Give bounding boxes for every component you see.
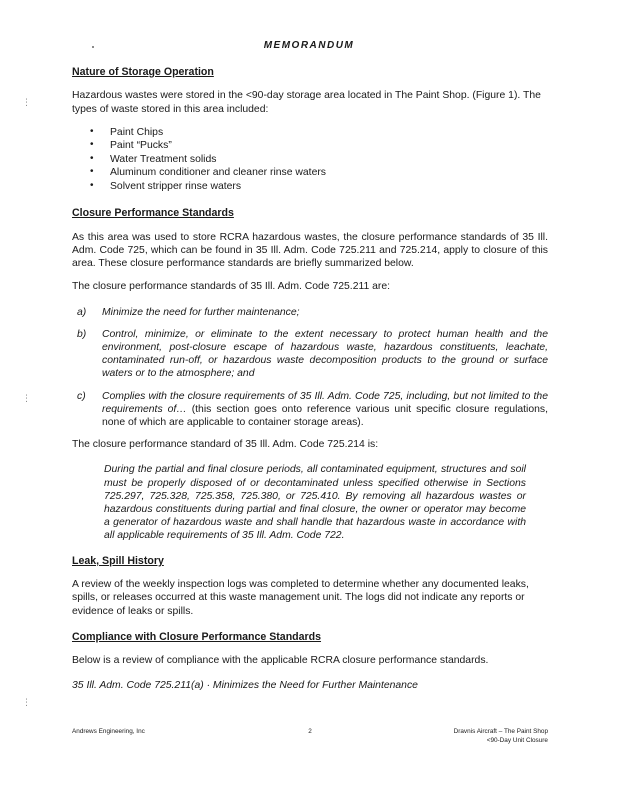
standard-text: Complies with the closure requirements of 35 Ill. Adm. Code 725, including, but not limited to the requirements of… bbox=[102, 390, 548, 415]
list-item: • Water Treatment solids bbox=[72, 153, 548, 167]
memo-body bbox=[72, 66, 548, 693]
nature-heading: Nature of Storage Operation bbox=[72, 66, 214, 78]
standard-letter: b) bbox=[77, 328, 87, 340]
standard-item bbox=[72, 328, 548, 381]
footer-project-line-1: Dravnis Aircraft – The Paint Shop bbox=[453, 728, 548, 735]
memo-header: MEMORANDUM bbox=[263, 40, 355, 51]
standard-letter: a) bbox=[77, 306, 87, 318]
standard-item bbox=[72, 306, 548, 319]
standard-body bbox=[102, 390, 548, 430]
closure-heading: Closure Performance Standards bbox=[72, 207, 234, 220]
leak-heading: Leak, Spill History bbox=[72, 554, 164, 567]
footer-company: Andrews Engineering, Inc bbox=[72, 728, 145, 735]
list-item: • Solvent stripper rinse waters bbox=[72, 180, 548, 194]
standard-text: Minimize the need for further maintenance; bbox=[102, 306, 300, 318]
regulation-quote: During the partial and final closure periods, all contaminated equipment, structures and soil must be properly disposed of or decontaminated unless specified otherwise in Sections 725.297, 725.328, 725.358, 725.380, or 725.410. By removing all hazardous wastes or hazardous constituents during partial and final closure, the owner or operator may become a generator of hazardous waste and shall handle that hazardous waste in accordance with all applicable requirements of 35 Ill. Adm. Code 722. bbox=[104, 464, 526, 542]
closure-para-2: The closure performance standards of 35 Ill. Adm. Code 725.211 are: bbox=[72, 281, 391, 293]
standard-text: Control, minimize, or eliminate to the extent necessary to protect human health and the environment, post-closure escape of hazardous waste, hazardous constituents, leachate, contaminated run-off, or hazardous waste decomposition products to the ground or surface waters or to the atmosphere; and bbox=[102, 328, 548, 380]
footer-project bbox=[454, 728, 548, 745]
footer-project-line-2: <90-Day Unit Closure bbox=[486, 736, 548, 744]
list-item: • Paint Chips bbox=[72, 126, 548, 140]
scan-mark: ⋮ bbox=[22, 697, 31, 707]
compliance-text: Below is a review of compliance with the applicable RCRA closure performance standards. bbox=[72, 655, 489, 667]
compliance-citation: 35 Ill. Adm. Code 725.211(a) · Minimizes the Need for Further Maintenance bbox=[72, 680, 418, 692]
scan-mark: ⋮ bbox=[22, 393, 31, 403]
list-item: • Aluminum conditioner and cleaner rinse waters bbox=[72, 166, 548, 180]
standard-body bbox=[102, 328, 548, 381]
waste-type-list bbox=[72, 126, 548, 194]
closure-para-3: The closure performance standard of 35 Ill. Adm. Code 725.214 is: bbox=[72, 439, 379, 451]
list-item: • Paint “Pucks” bbox=[72, 139, 548, 153]
scan-mark: ⋮ bbox=[22, 97, 31, 107]
standard-item bbox=[72, 390, 548, 430]
standard-body bbox=[102, 306, 548, 319]
compliance-heading: Compliance with Closure Performance Standards bbox=[72, 630, 322, 643]
page-number: 2 bbox=[308, 728, 312, 735]
standard-letter: c) bbox=[77, 390, 86, 402]
standards-list bbox=[72, 306, 548, 430]
nature-intro: Hazardous wastes were stored in the <90-day storage area located in The Paint Shop. (Figure 1). The types of waste stored in this area included: bbox=[72, 90, 541, 115]
standard-note: (this section goes onto reference various unit specific closure regulations, none of which are applicable to container storage areas). bbox=[102, 403, 548, 429]
closure-para-1: As this area was used to store RCRA hazardous wastes, the closure performance standards of 35 Ill. Adm. Code 725, which can be found in 35 Ill. Adm. Code 725.211 and 725.214, apply to closure of this area. These closure performance standards are briefly summarized below. bbox=[72, 231, 548, 270]
scan-dot bbox=[92, 46, 94, 48]
leak-text: A review of the weekly inspection logs was completed to determine whether any documented leaks, spills, or releases occurred at this waste management unit. The logs did not indicate any reports or evidence of leaks or spills. bbox=[72, 579, 529, 617]
